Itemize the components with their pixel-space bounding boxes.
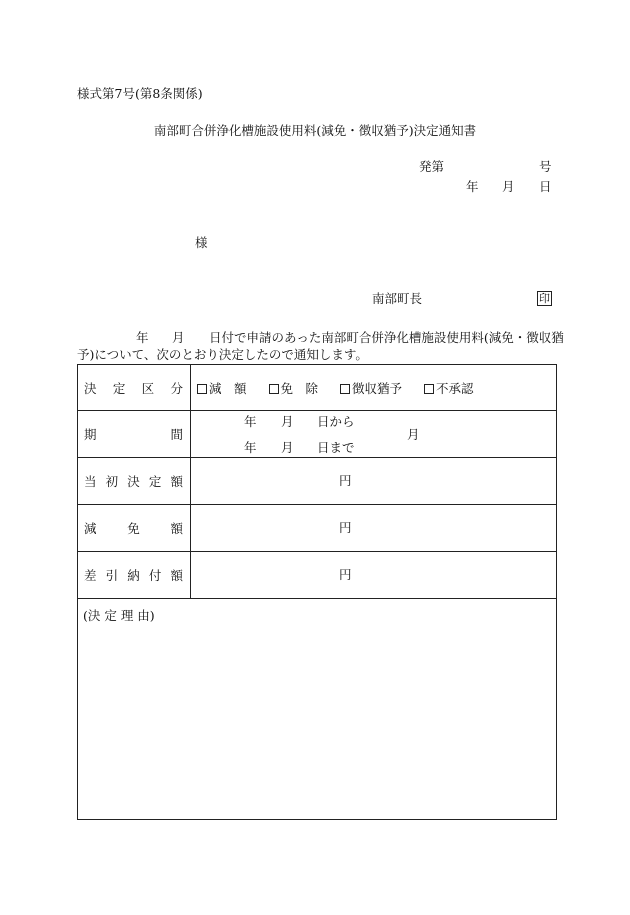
form-number: 様式第7号(第8条関係) bbox=[77, 86, 203, 101]
issue-date-month: 月 bbox=[502, 179, 515, 194]
initial-amount-label: 当 初 決 定 額 bbox=[78, 458, 191, 505]
checkbox-icon[interactable] bbox=[424, 384, 434, 394]
reason-cell[interactable] bbox=[78, 599, 557, 820]
issuer-title: 南部町長 bbox=[372, 291, 423, 306]
recipient-honorific: 様 bbox=[195, 235, 208, 250]
decision-type-options bbox=[191, 365, 557, 411]
checkbox-icon[interactable] bbox=[197, 384, 207, 394]
net-amount-value bbox=[191, 552, 557, 599]
body-month: 月 bbox=[172, 330, 185, 345]
checkbox-icon[interactable] bbox=[269, 384, 279, 394]
reason-row bbox=[78, 599, 557, 820]
net-amount-row bbox=[78, 552, 557, 599]
initial-amount-row bbox=[78, 458, 557, 505]
yen-unit: 円 bbox=[339, 473, 352, 488]
period-months: 月 bbox=[407, 427, 420, 442]
reduction-amount-label: 減 免 額 bbox=[78, 505, 191, 552]
body-year: 年 bbox=[136, 330, 149, 345]
option-reduction[interactable]: 減 額 bbox=[197, 379, 247, 397]
decision-table bbox=[77, 364, 557, 820]
period-from: 日から bbox=[317, 414, 355, 429]
document-title: 南部町合併浄化槽施設使用料(減免・徴収猶予)決定通知書 bbox=[153, 123, 477, 138]
reduction-amount-value bbox=[191, 505, 557, 552]
issue-date-year: 年 bbox=[466, 179, 479, 194]
body-text-line1: 日付で申請のあった南部町合併浄化槽施設使用料(減免・徴収猶 bbox=[209, 330, 564, 345]
seal-mark: 印 bbox=[539, 292, 550, 305]
period-label: 期 間 bbox=[78, 411, 191, 458]
checkbox-icon[interactable] bbox=[340, 384, 350, 394]
issue-number-prefix: 発第 bbox=[419, 159, 445, 174]
issuer-seal-stamp bbox=[537, 291, 552, 306]
period-to: 日まで bbox=[317, 440, 355, 455]
net-amount-label: 差 引 納 付 額 bbox=[78, 552, 191, 599]
reduction-amount-row bbox=[78, 505, 557, 552]
reason-label: (決 定 理 由) bbox=[83, 608, 155, 623]
yen-unit: 円 bbox=[339, 567, 352, 582]
yen-unit: 円 bbox=[339, 520, 352, 535]
issue-number-suffix: 号 bbox=[539, 159, 552, 174]
issue-date-day: 日 bbox=[539, 179, 552, 194]
initial-amount-value bbox=[191, 458, 557, 505]
decision-type-label: 決 定 区 分 bbox=[78, 365, 191, 411]
decision-type-row bbox=[78, 365, 557, 411]
option-not-approved[interactable]: 不承認 bbox=[424, 379, 474, 397]
option-exemption[interactable]: 免 除 bbox=[269, 379, 319, 397]
option-postponement[interactable]: 徴収猶予 bbox=[340, 379, 402, 397]
period-row bbox=[78, 411, 557, 458]
body-text-line2: 予)について、次のとおり決定したので通知します。 bbox=[77, 347, 368, 362]
period-value: 年 月 日から 月 年 月 日まで bbox=[191, 411, 557, 458]
